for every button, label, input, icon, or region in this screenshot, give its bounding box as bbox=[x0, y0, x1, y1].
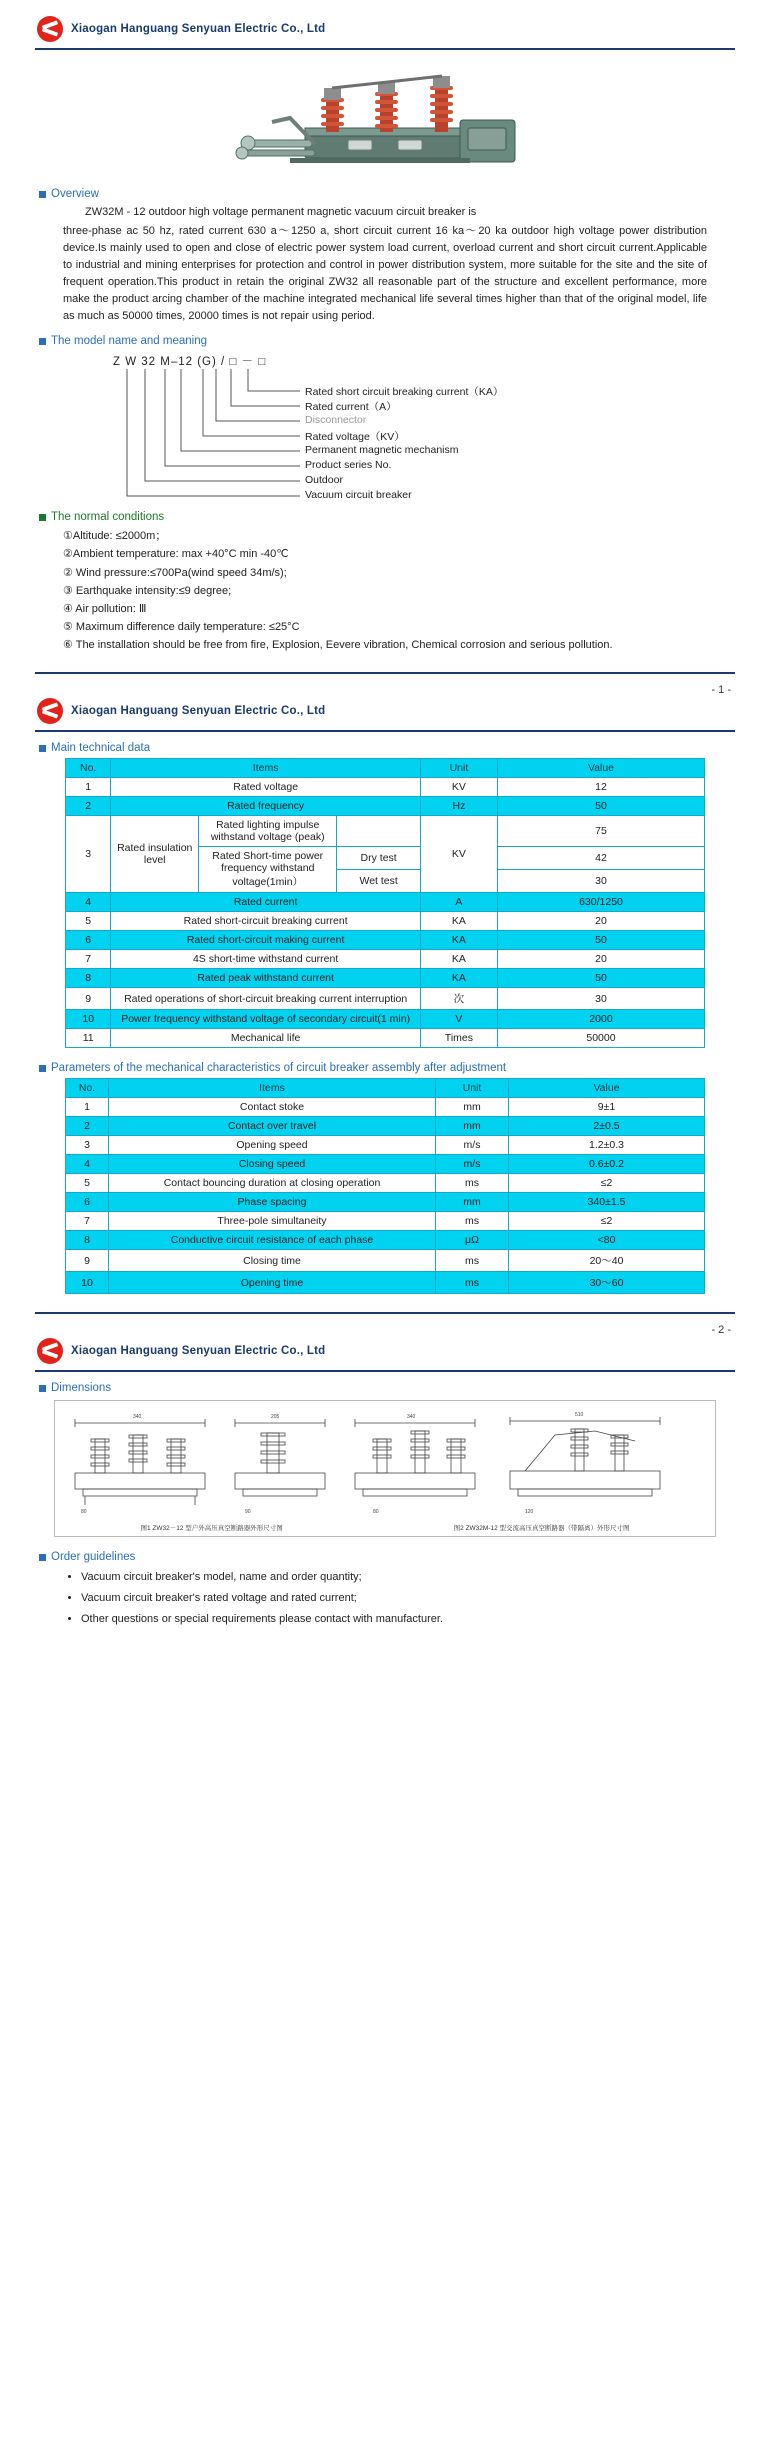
condition-item: ⑤ Maximum difference daily temperature: ≤25°C bbox=[63, 621, 300, 634]
bullet-square-icon bbox=[39, 1385, 46, 1392]
cell-unit: V bbox=[420, 1010, 497, 1029]
cell-unit: Times bbox=[420, 1029, 497, 1048]
order-item: • Vacuum circuit breaker's rated voltage and rated current; bbox=[81, 1588, 735, 1609]
col-items: Items bbox=[111, 759, 420, 778]
cell-unit: mm bbox=[436, 1193, 509, 1212]
cell-item: 4S short-time withstand current bbox=[111, 950, 420, 969]
section-overview bbox=[39, 188, 735, 200]
col-unit: Unit bbox=[436, 1079, 509, 1098]
bullet-square-icon bbox=[39, 191, 46, 198]
product-photo bbox=[35, 58, 735, 178]
cell-value: 1.2±0.3 bbox=[509, 1136, 705, 1155]
table-row bbox=[66, 912, 705, 931]
section-dimensions bbox=[39, 1382, 735, 1394]
col-unit: Unit bbox=[420, 759, 497, 778]
cell-no: 11 bbox=[66, 1029, 111, 1048]
page-header bbox=[35, 1332, 735, 1372]
product-illustration-icon bbox=[220, 58, 550, 178]
cell-value: 20～40 bbox=[509, 1250, 705, 1272]
bullet-square-icon bbox=[39, 338, 46, 345]
cell-item: Rated frequency bbox=[111, 797, 420, 816]
table-row bbox=[66, 988, 705, 1010]
svg-text:120: 120 bbox=[525, 1509, 534, 1516]
dims-caption-right: 图2 ZW32M-12 型交流高压真空断路器（带隔离）外形尺寸图 bbox=[453, 1525, 630, 1533]
cell-unit: KV bbox=[420, 778, 497, 797]
cell-value: 50000 bbox=[497, 1029, 704, 1048]
cell-unit: KA bbox=[420, 931, 497, 950]
cell-no: 2 bbox=[66, 1117, 109, 1136]
cell-no: 7 bbox=[66, 1212, 109, 1231]
cell-no: 6 bbox=[66, 1193, 109, 1212]
cell-unit: KA bbox=[420, 950, 497, 969]
cell-no: 2 bbox=[66, 797, 111, 816]
cell-unit: m/s bbox=[436, 1155, 509, 1174]
section-title: The model name and meaning bbox=[51, 335, 207, 348]
cell-item: Three-pole simultaneity bbox=[109, 1212, 436, 1231]
cell-value: 50 bbox=[497, 969, 704, 988]
dimension-drawing-icon bbox=[55, 1401, 713, 1521]
cell-no: 3 bbox=[66, 1136, 109, 1155]
company-name: Xiaogan Hanguang Senyuan Electric Co., Ltd bbox=[71, 1345, 326, 1358]
cell-no: 3 bbox=[66, 816, 111, 893]
cell-no: 8 bbox=[66, 1231, 109, 1250]
table-row bbox=[66, 1029, 705, 1048]
cell-subitem: Rated Short-time power frequency withstand voltage(1min） bbox=[199, 847, 337, 893]
cell-no: 9 bbox=[66, 988, 111, 1010]
section-title: Parameters of the mechanical characteristics of circuit breaker assembly after adjustment bbox=[51, 1062, 507, 1075]
cell-unit: ms bbox=[436, 1272, 509, 1294]
cell-item: Rated peak withstand current bbox=[111, 969, 420, 988]
cell-value: 30 bbox=[497, 988, 704, 1010]
sheet-2 bbox=[35, 674, 735, 1312]
cell-item: Power frequency withstand voltage of secondary circuit(1 min) bbox=[111, 1010, 420, 1029]
table-row bbox=[66, 893, 705, 912]
cell-item: Rated short-circuit breaking current bbox=[111, 912, 420, 931]
table-row bbox=[66, 1174, 705, 1193]
cell-value: 30 bbox=[497, 870, 704, 893]
section-title: Main technical data bbox=[51, 742, 151, 755]
cell-unit: KV bbox=[420, 816, 497, 893]
table-row bbox=[66, 1231, 705, 1250]
svg-text:340: 340 bbox=[133, 1414, 142, 1421]
condition-item: ② Wind pressure:≤700Pa(wind speed 34m/s); bbox=[63, 566, 287, 579]
cell-item: Contact over travel bbox=[109, 1117, 436, 1136]
page-header bbox=[35, 10, 735, 50]
cell-subitem: Rated lighting impulse withstand voltage (peak) bbox=[199, 816, 337, 847]
dimension-drawings bbox=[54, 1400, 716, 1537]
dims-caption-left: 图1 ZW32－12 型户外高压真空断路器外形尺寸图 bbox=[140, 1525, 283, 1533]
cell-unit: ms bbox=[436, 1174, 509, 1193]
cell-unit: m/s bbox=[436, 1136, 509, 1155]
cell-item: Rated short-circuit making current bbox=[111, 931, 420, 950]
cell-unit: 次 bbox=[420, 988, 497, 1010]
cell-test: Wet test bbox=[337, 870, 420, 893]
page-number-2: - 2 - bbox=[711, 1324, 731, 1337]
cell-value: 20 bbox=[497, 950, 704, 969]
section-title: Dimensions bbox=[51, 1382, 112, 1395]
section-title: Overview bbox=[51, 188, 99, 200]
cell-value: 30～60 bbox=[509, 1272, 705, 1294]
section-order-guidelines bbox=[39, 1551, 735, 1563]
col-no: No. bbox=[66, 1079, 109, 1098]
cell-unit: ms bbox=[436, 1250, 509, 1272]
cell-no: 4 bbox=[66, 893, 111, 912]
cell-no: 6 bbox=[66, 931, 111, 950]
cell-no: 10 bbox=[66, 1010, 111, 1029]
cell-value: 20 bbox=[497, 912, 704, 931]
svg-text:205: 205 bbox=[271, 1414, 280, 1421]
cell-no: 1 bbox=[66, 778, 111, 797]
cell-value: 2000 bbox=[497, 1010, 704, 1029]
company-logo-icon bbox=[37, 698, 63, 724]
table-row bbox=[66, 1155, 705, 1174]
table-row-insulation bbox=[66, 816, 705, 847]
table-row bbox=[66, 778, 705, 797]
cell-value: 0.6±0.2 bbox=[509, 1155, 705, 1174]
model-designation-diagram bbox=[35, 351, 735, 541]
svg-text:510: 510 bbox=[575, 1412, 584, 1419]
condition-item: ⑥ The installation should be free from fire, Explosion, Eevere vibration, Chemical corrosion and serious pollution. bbox=[63, 639, 613, 652]
cell-item: Contact bouncing duration at closing operation bbox=[109, 1174, 436, 1193]
model-label-2: Disconnector bbox=[305, 414, 367, 427]
main-technical-data-table bbox=[65, 758, 705, 1048]
table-row bbox=[66, 1117, 705, 1136]
cell-no: 5 bbox=[66, 1174, 109, 1193]
cell-no: 1 bbox=[66, 1098, 109, 1117]
model-code: Z W 32 M–12 (G) / □ － □ bbox=[113, 356, 267, 369]
table-row bbox=[66, 1098, 705, 1117]
cell-item: Rated voltage bbox=[111, 778, 420, 797]
overview-paragraph-2: three-phase ac 50 hz, rated current 630 a～1250 a, short circuit current 16 ka～20 ka outdoor high voltage power distribution device.Is mainly used to open and close of electric power system load current, overload current and short circuit current.Applicable to industrial and mining enterprises for protection and control in power distribution system, more suitable for the site and the site of frequent operation.This product in retain the original ZW32 all reasonable part of the structure and excellent performance, more make the product arcing chamber of the machine integrated mechanical life several times higher than that of the original model, life as much as 50000 times, 20000 times is not repair using period. bbox=[63, 225, 707, 323]
company-name: Xiaogan Hanguang Senyuan Electric Co., Ltd bbox=[71, 23, 326, 35]
table-row bbox=[66, 931, 705, 950]
table-row bbox=[66, 1212, 705, 1231]
svg-text:80: 80 bbox=[373, 1509, 379, 1516]
cell-no: 7 bbox=[66, 950, 111, 969]
model-label-6: Outdoor bbox=[305, 474, 343, 487]
condition-item: ①Altitude: ≤2000m； bbox=[63, 530, 167, 543]
cell-item: Phase spacing bbox=[109, 1193, 436, 1212]
cell-unit: KA bbox=[420, 912, 497, 931]
cell-value: 2±0.5 bbox=[509, 1117, 705, 1136]
section-model-name bbox=[39, 335, 735, 347]
col-value: Value bbox=[497, 759, 704, 778]
cell-test bbox=[337, 816, 420, 847]
table-row bbox=[66, 1193, 705, 1212]
table-row bbox=[66, 797, 705, 816]
table-row bbox=[66, 1136, 705, 1155]
order-item: • Vacuum circuit breaker's model, name and order quantity; bbox=[81, 1567, 735, 1588]
mechanical-parameters-table bbox=[65, 1078, 705, 1294]
cell-item: Rated current bbox=[111, 893, 420, 912]
cell-no: 5 bbox=[66, 912, 111, 931]
sheet-3 bbox=[35, 1314, 735, 1648]
sheet-1 bbox=[35, 0, 735, 672]
bullet-square-icon bbox=[39, 1065, 46, 1072]
cell-value: 42 bbox=[497, 847, 704, 870]
section-title: Order guidelines bbox=[51, 1551, 136, 1564]
cell-value: 630/1250 bbox=[497, 893, 704, 912]
svg-text:340: 340 bbox=[407, 1414, 416, 1421]
svg-text:90: 90 bbox=[245, 1509, 251, 1516]
cell-value: ≤2 bbox=[509, 1174, 705, 1193]
cell-value: 50 bbox=[497, 931, 704, 950]
col-value: Value bbox=[509, 1079, 705, 1098]
table-row bbox=[66, 1010, 705, 1029]
company-logo-icon bbox=[37, 1338, 63, 1364]
condition-item: ②Ambient temperature: max +40°C min -40℃ bbox=[63, 548, 289, 561]
cell-item: Rated insulation level bbox=[111, 816, 199, 893]
model-label-3: Rated voltage（KV） bbox=[305, 431, 405, 444]
cell-value: <80 bbox=[509, 1231, 705, 1250]
condition-item: ④ Air pollution: Ⅲ bbox=[63, 602, 147, 615]
order-guidelines-list bbox=[35, 1567, 735, 1630]
cell-value: 75 bbox=[497, 816, 704, 847]
table-header-row bbox=[66, 759, 705, 778]
table-row bbox=[66, 1250, 705, 1272]
col-items: Items bbox=[109, 1079, 436, 1098]
model-label-1: Rated current（A） bbox=[305, 401, 397, 414]
company-logo-icon bbox=[37, 16, 63, 42]
cell-value: 9±1 bbox=[509, 1098, 705, 1117]
cell-value: 340±1.5 bbox=[509, 1193, 705, 1212]
conditions-list bbox=[35, 527, 735, 654]
page-number-1: - 1 - bbox=[711, 684, 731, 697]
cell-value: ≤2 bbox=[509, 1212, 705, 1231]
cell-no: 8 bbox=[66, 969, 111, 988]
cell-item: Conductive circuit resistance of each phase bbox=[109, 1231, 436, 1250]
cell-no: 4 bbox=[66, 1155, 109, 1174]
model-label-7: Vacuum circuit breaker bbox=[305, 489, 412, 502]
cell-value: 50 bbox=[497, 797, 704, 816]
section-title: The normal conditions bbox=[51, 511, 165, 524]
condition-item: ③ Earthquake intensity:≤9 degree; bbox=[63, 584, 232, 597]
cell-item: Closing speed bbox=[109, 1155, 436, 1174]
table-header-row bbox=[66, 1079, 705, 1098]
table-row bbox=[66, 969, 705, 988]
svg-text:80: 80 bbox=[81, 1509, 87, 1516]
section-main-technical-data bbox=[39, 742, 735, 754]
overview-paragraph-1: ZW32M - 12 outdoor high voltage permanent magnetic vacuum circuit breaker is bbox=[85, 206, 477, 218]
cell-unit: KA bbox=[420, 969, 497, 988]
cell-test: Dry test bbox=[337, 847, 420, 870]
cell-item: Closing time bbox=[109, 1250, 436, 1272]
cell-unit: Hz bbox=[420, 797, 497, 816]
cell-unit: ms bbox=[436, 1212, 509, 1231]
col-no: No. bbox=[66, 759, 111, 778]
table-row bbox=[66, 1272, 705, 1294]
company-name: Xiaogan Hanguang Senyuan Electric Co., Ltd bbox=[71, 705, 326, 718]
cell-unit: μΩ bbox=[436, 1231, 509, 1250]
cell-unit: A bbox=[420, 893, 497, 912]
model-label-5: Product series No. bbox=[305, 459, 392, 472]
section-mechanical-parameters bbox=[39, 1062, 735, 1074]
bullet-square-icon bbox=[39, 1554, 46, 1561]
cell-item: Contact stoke bbox=[109, 1098, 436, 1117]
cell-item: Rated operations of short-circuit breaking current interruption bbox=[111, 988, 420, 1010]
cell-value: 12 bbox=[497, 778, 704, 797]
cell-no: 9 bbox=[66, 1250, 109, 1272]
cell-item: Opening speed bbox=[109, 1136, 436, 1155]
bullet-square-icon bbox=[39, 745, 46, 752]
cell-item: Mechanical life bbox=[111, 1029, 420, 1048]
model-label-4: Permanent magnetic mechanism bbox=[305, 444, 459, 457]
page-header bbox=[35, 692, 735, 732]
model-label-0: Rated short circuit breaking current（KA） bbox=[305, 386, 504, 399]
cell-no: 10 bbox=[66, 1272, 109, 1294]
table-row bbox=[66, 950, 705, 969]
cell-unit: mm bbox=[436, 1117, 509, 1136]
order-item: • Other questions or special requirements please contact with manufacturer. bbox=[81, 1609, 735, 1630]
cell-item: Opening time bbox=[109, 1272, 436, 1294]
cell-unit: mm bbox=[436, 1098, 509, 1117]
